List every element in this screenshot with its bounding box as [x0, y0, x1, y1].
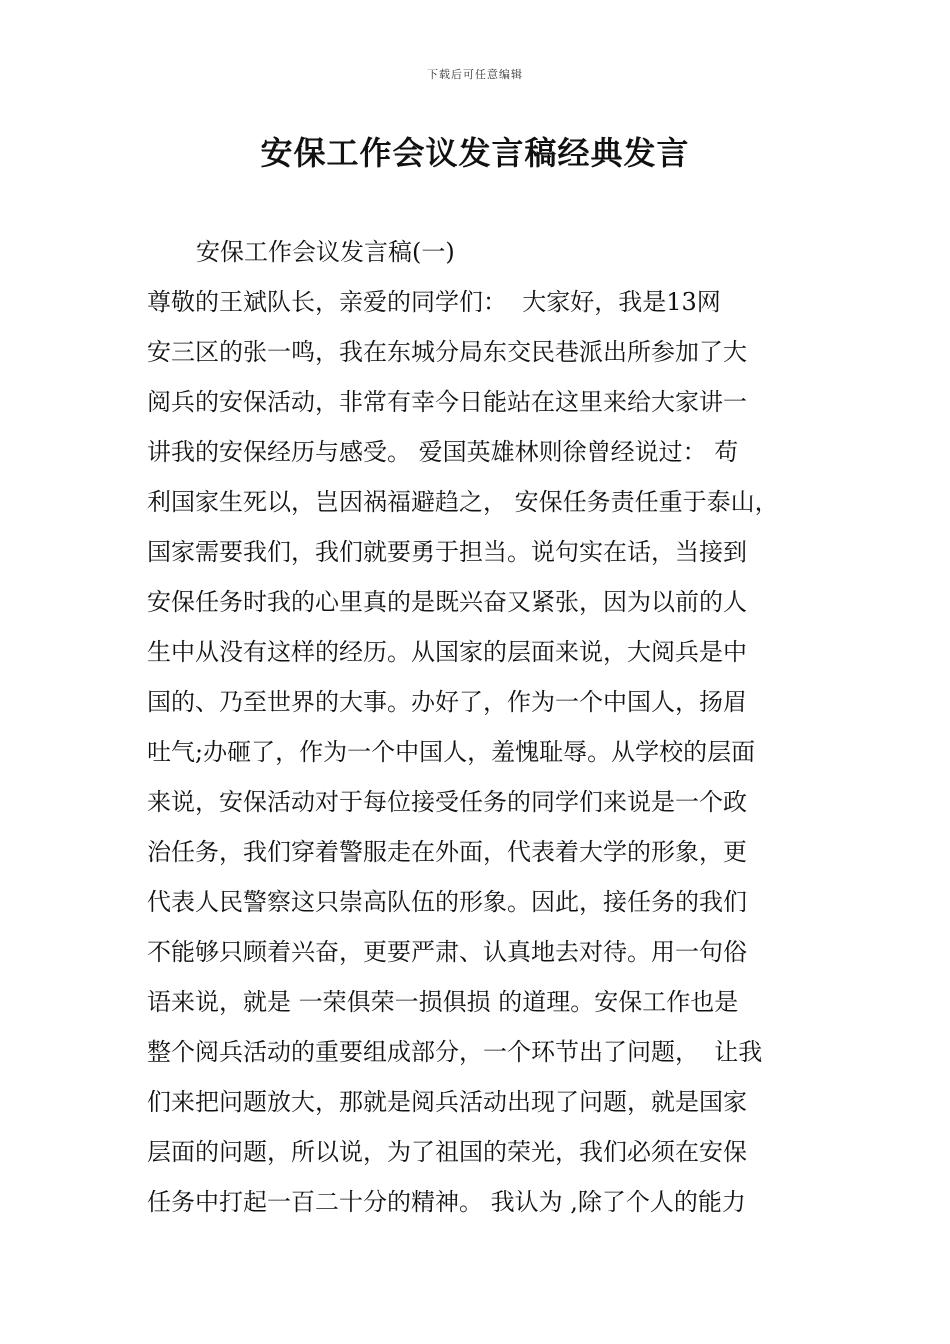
body-line: 生中从没有这样的经历。从国家的层面来说，大阅兵是中 — [147, 638, 747, 666]
body-line: 来说，安保活动对于每位接受任务的同学们来说是一个政 — [147, 788, 747, 816]
body-line: 国的、乃至世界的大事。办好了，作为一个中国人，扬眉 — [147, 688, 747, 716]
body-line: 层面的问题，所以说，为了祖国的荣光，我们必须在安保 — [147, 1138, 747, 1166]
body-line: 代表人民警察这只崇高队伍的形象。因此，接任务的我们 — [147, 888, 747, 916]
body-line: 们来把问题放大，那就是阅兵活动出现了问题，就是国家 — [147, 1088, 747, 1116]
body-line: 吐气;办砸了，作为一个中国人，羞愧耻辱。从学校的层面 — [147, 738, 756, 766]
body-line: 安保任务时我的心里真的是既兴奋又紧张，因为以前的人 — [147, 588, 747, 616]
body-line: 任务中打起一百二十分的精神。 我认为 ,除了个人的能力 — [147, 1188, 746, 1216]
body-line: 尊敬的王斌队长，亲爱的同学们： 大家好，我是13网 — [147, 288, 721, 316]
section-subtitle: 安保工作会议发言稿(一) — [196, 238, 455, 266]
body-line: 语来说，就是 一荣俱荣一损俱损 的道理。安保工作也是 — [147, 988, 739, 1016]
body-line: 讲我的安保经历与感受。 爱国英雄林则徐曾经说过： 苟 — [147, 438, 739, 466]
body-line: 治任务，我们穿着警服走在外面，代表着大学的形象，更 — [147, 838, 747, 866]
body-line: 国家需要我们，我们就要勇于担当。说句实在话，当接到 — [147, 538, 747, 566]
header-note: 下载后可任意编辑 — [427, 68, 523, 81]
document-title: 安保工作会议发言稿经典发言 — [260, 134, 690, 172]
body-line: 阅兵的安保活动，非常有幸今日能站在这里来给大家讲一 — [147, 388, 747, 416]
body-line: 整个阅兵活动的重要组成部分，一个环节出了问题， 让我 — [147, 1038, 763, 1066]
body-line: 利国家生死以，岂因祸福避趋之， 安保任务责任重于泰山， — [147, 488, 779, 516]
body-line: 安三区的张一鸣，我在东城分局东交民巷派出所参加了大 — [147, 338, 747, 366]
body-line: 不能够只顾着兴奋，更要严肃、认真地去对待。用一句俗 — [147, 938, 747, 966]
